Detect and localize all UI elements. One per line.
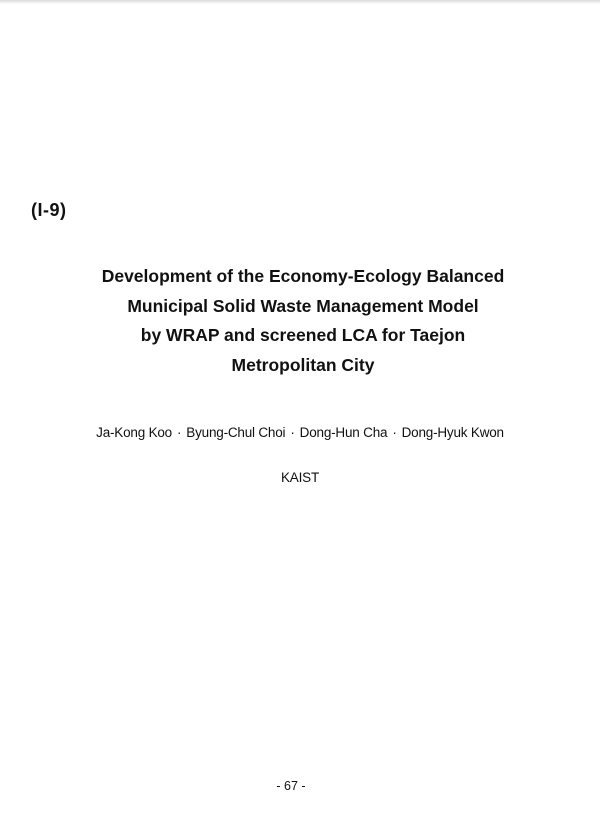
page-number: - 67 - — [276, 779, 306, 793]
author-separator: · — [290, 425, 295, 440]
paper-title — [40, 262, 566, 380]
session-code: (I-9) — [31, 200, 67, 220]
title-line: Municipal Solid Waste Management Model — [127, 295, 479, 316]
affiliation: KAIST — [280, 470, 319, 485]
scan-edge — [0, 0, 600, 4]
author-name: Byung-Chul Choi — [186, 425, 286, 440]
title-line: by WRAP and screened LCA for Taejon — [140, 325, 466, 345]
author-name: Dong-Hyuk Kwon — [401, 425, 504, 440]
title-line: Development of the Economy-Ecology Balanced — [101, 266, 505, 286]
author-name: Dong-Hun Cha — [299, 425, 388, 440]
author-list — [0, 425, 600, 440]
author-separator: · — [392, 425, 397, 440]
author-name: Ja-Kong Koo — [96, 425, 172, 440]
title-line: Metropolitan City — [231, 354, 375, 375]
author-separator: · — [177, 425, 182, 440]
